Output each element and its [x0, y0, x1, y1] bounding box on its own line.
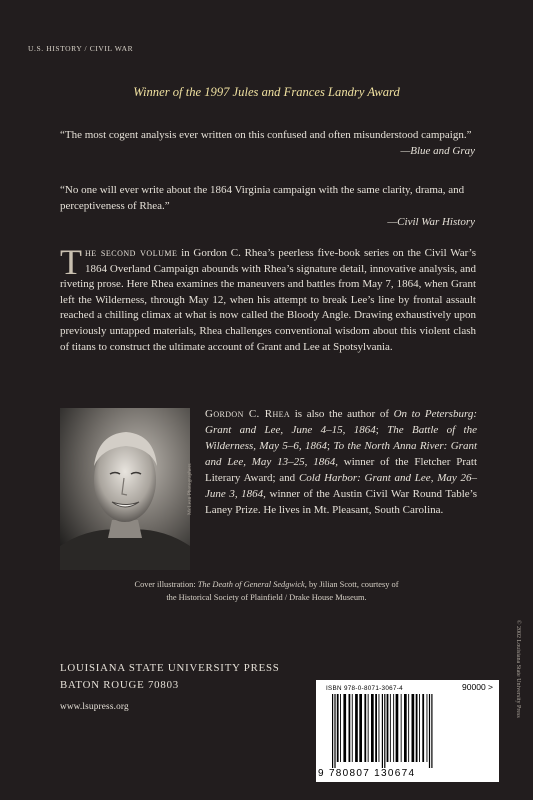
barcode-bar	[422, 694, 424, 762]
barcode-bar	[352, 694, 353, 762]
author-name: Gordon C. Rhea	[205, 408, 291, 420]
quote-text: “No one will ever write about the 1864 Virginia campaign with the same clarity, drama, and perceptiveness of Rhea.”	[60, 184, 465, 212]
barcode-bar	[359, 694, 362, 762]
isbn-barcode	[316, 680, 499, 782]
barcode-bar	[364, 694, 366, 762]
barcode-bar	[393, 694, 394, 762]
description-lead-in: he second volume	[85, 247, 178, 259]
bio-text: , winner of the Austin Civil War Round Table’s Laney Prize. He lives in Mt. Pleasant, South Carolina.	[205, 488, 477, 516]
barcode-bar	[379, 694, 380, 762]
book-title: Cold Harbor: Grant and Lee, May 26–June 3, 1864	[205, 472, 477, 500]
barcode-bar	[343, 694, 346, 762]
quote-source: —Civil War History	[387, 216, 475, 228]
barcode-bar	[431, 694, 432, 768]
barcode-bar	[416, 694, 418, 762]
bio-text: , winner of the Fletcher Pratt Literary Award; and	[205, 456, 477, 484]
quote-text: “The most cogent analysis ever written on this confused and often misunderstood campaign.”	[60, 129, 472, 141]
barcode-bar	[419, 694, 420, 762]
description-text: in Gordon C. Rhea’s peerless five-book series on the Civil War’s 1864 Overland Campaign abounds with Rhea’s signature detail, innovative analysis, and riveting prose. Here Rhea examines the maneuvers and battles from May 7, 1864, when Grant left the Wilderness, through May 12, when his attempt to break Lee’s line by frontal assault reached a chilling climax at what is now called the Bloody Angle. Drawing exhaustively upon previously untapped materials, Rhea challenges conventional wisdom about this violent clash of titans to construct the ultimate account of Grant and Lee at Spotsylvania.	[60, 247, 476, 353]
publisher-url: www.lsupress.org	[60, 701, 129, 711]
cover-text-line2: the Historical Society of Plainfield / Drake House Museum.	[166, 593, 367, 602]
copyright-notice: © 2002 Louisiana State University Press	[515, 620, 521, 718]
barcode-bar	[332, 694, 333, 768]
barcode-bar	[408, 694, 409, 762]
quote-source: —Blue and Gray	[400, 145, 475, 157]
cover-illustration-credit	[0, 578, 533, 604]
book-title: On to Petersburg: Grant and Lee, June 4–15, 1864	[205, 408, 477, 436]
barcode-bar	[412, 694, 415, 762]
bio-text: ;	[327, 440, 334, 452]
barcode-bar	[390, 694, 391, 762]
barcode-bar	[355, 694, 358, 762]
award-line: Winner of the 1997 Jules and Frances Landry Award	[133, 85, 400, 99]
barcode-bar	[387, 694, 389, 762]
photo-credit: McLean Photographers	[187, 463, 193, 515]
bio-text: is also the author of	[290, 408, 394, 420]
author-photo	[60, 408, 190, 570]
illustration-title: The Death of General Sedgwick	[197, 580, 305, 589]
book-title: To the North Anna River: Grant and Lee, May 13–25, 1864	[205, 440, 478, 468]
cover-label: Cover illustration:	[134, 580, 198, 589]
category-label: U.S. HISTORY / CIVIL WAR	[28, 44, 134, 53]
book-description	[60, 242, 476, 355]
isbn-label: ISBN 978-0-8071-3067-4	[326, 685, 403, 692]
barcode-bar	[404, 694, 407, 762]
book-title: The Battle of the Wilderness, May 5–6, 1864	[205, 424, 477, 452]
barcode-bar	[349, 694, 351, 762]
review-quote-2	[60, 182, 475, 230]
review-quote-1	[60, 127, 475, 159]
barcode-bar	[371, 694, 374, 762]
ean-digits: 9 780807 130674	[318, 768, 416, 779]
publisher-block	[60, 660, 280, 715]
author-bio	[205, 406, 477, 518]
barcode-bar	[382, 694, 383, 768]
barcode-bar	[368, 694, 369, 762]
barcode-bar	[337, 694, 339, 762]
barcode-bars	[326, 694, 494, 768]
barcode-bar	[427, 694, 428, 762]
barcode-bar	[384, 694, 385, 768]
barcode-bar	[375, 694, 377, 762]
price-code: 90000 >	[462, 682, 493, 692]
publisher-name: LOUISIANA STATE UNIVERSITY PRESS	[60, 662, 280, 674]
barcode-bar	[401, 694, 402, 762]
barcode-bar	[429, 694, 430, 768]
drop-cap: T	[60, 242, 82, 282]
bio-text: ;	[375, 424, 388, 436]
publisher-city: BATON ROUGE 70803	[60, 679, 179, 691]
cover-text: , by Jilian Scott, courtesy of	[304, 580, 399, 589]
barcode-bar	[334, 694, 335, 768]
barcode-bar	[340, 694, 341, 762]
barcode-bar	[396, 694, 399, 762]
